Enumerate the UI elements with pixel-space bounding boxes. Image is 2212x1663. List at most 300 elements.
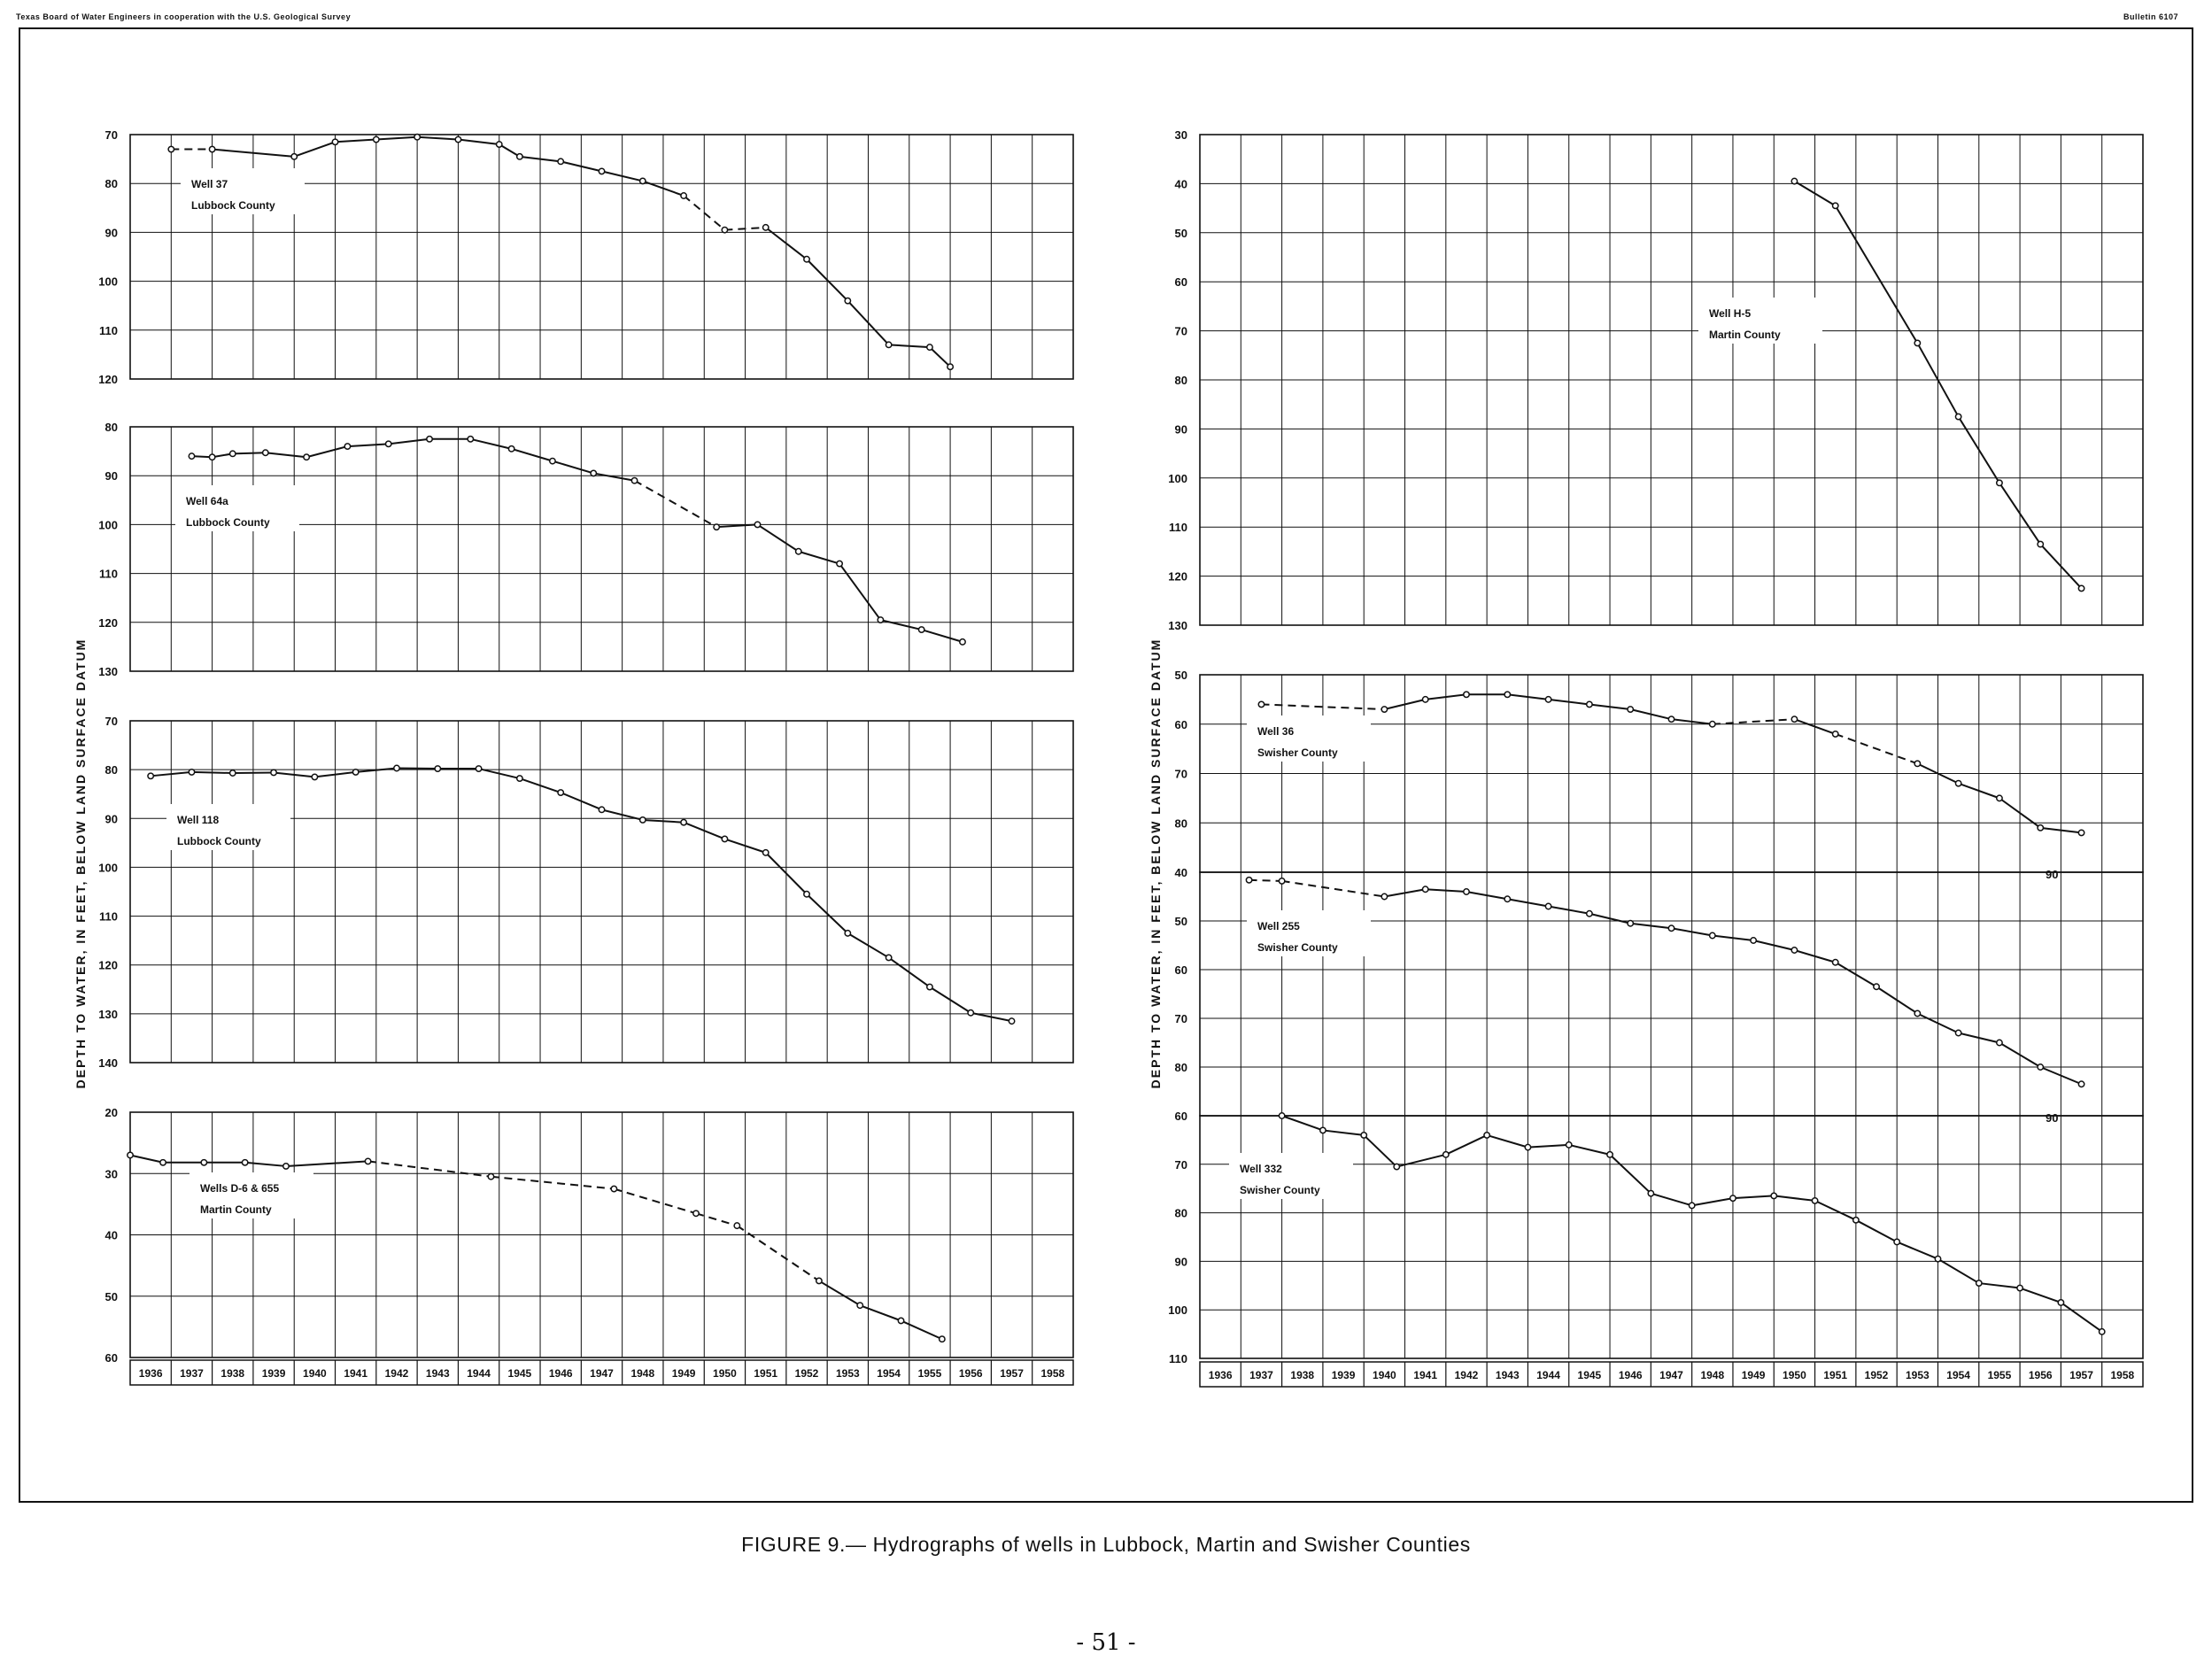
series-segment [1836,205,1918,343]
well-name-label: Well 37 [191,178,228,190]
year-tick-label: 1938 [1290,1369,1315,1381]
year-tick-label: 1948 [1700,1369,1725,1381]
y-tick-label: 90 [104,226,118,240]
y-tick-label: 20 [104,1106,118,1119]
series-segment [757,524,798,551]
data-point [1422,697,1427,702]
y-tick-label: 80 [104,177,118,191]
y-tick-label: 110 [99,909,118,924]
data-point [1791,716,1797,722]
y-tick-label: 100 [1168,471,1187,485]
series-segment-dashed [614,1189,696,1214]
series-segment [245,1163,286,1166]
data-point [352,770,358,775]
series-segment [266,452,306,457]
data-point [927,984,932,989]
data-point [312,774,317,779]
data-point [1381,707,1387,712]
data-point [1935,1256,1940,1261]
series-segment [376,137,417,140]
year-tick-label: 1943 [425,1367,450,1380]
data-point [2017,1285,2023,1290]
y-tick-label: 120 [98,373,118,386]
series-segment [643,820,684,823]
data-point [886,955,891,960]
data-point [1833,203,1838,208]
data-point [640,817,646,823]
y-tick-label: 90 [1174,1255,1187,1269]
panel-5 [1175,669,2143,872]
year-tick-label: 1950 [713,1367,737,1380]
series-segment [2061,1303,2101,1332]
series-segment-dashed [1713,719,1795,724]
series-segment [233,772,274,773]
year-tick-label: 1957 [2069,1369,2093,1381]
data-point [816,1278,822,1283]
data-point [386,441,391,446]
panel-2 [98,715,1073,1070]
year-tick-label: 1936 [138,1367,163,1380]
y-tick-label: 70 [104,128,118,142]
county-label: Martin County [1709,329,1781,341]
data-point [1464,692,1469,697]
year-tick-label: 1942 [1454,1369,1479,1381]
data-point [2099,1329,2104,1334]
data-point [1771,1193,1776,1198]
data-point [886,342,891,347]
y-tick-label: 60 [1174,717,1187,731]
data-point [230,451,236,456]
series-segment-dashed [724,228,765,230]
series-segment [397,768,437,769]
data-point [1381,893,1387,899]
data-point [1587,701,1592,707]
data-point [160,1160,166,1165]
data-point [722,836,727,841]
y-tick-label: 40 [1174,866,1187,879]
y-tick-label: 100 [98,518,118,532]
series-segment [1979,1283,2020,1288]
data-point [599,807,604,812]
series-segment-dashed [1249,880,1282,881]
data-point [1668,925,1674,931]
y-tick-label: 70 [104,715,118,728]
data-point [344,444,350,449]
series-segment [839,564,880,620]
year-tick-label: 1941 [344,1367,368,1380]
data-point [1587,911,1592,917]
data-point [898,1318,903,1323]
year-tick-label: 1937 [180,1367,204,1380]
year-tick-label: 1958 [1040,1367,1065,1380]
data-point [1258,701,1264,707]
data-point [591,470,596,476]
y-tick-label: 100 [98,275,118,289]
year-tick-label: 1941 [1413,1369,1438,1381]
year-tick-label: 1946 [1618,1369,1643,1381]
data-point [681,193,686,198]
y-tick-label: 70 [1174,1157,1187,1172]
panel-frame [1200,872,2143,1116]
y-tick-label: 90 [1174,422,1187,437]
panel-7 [1168,1110,2143,1365]
page-number: - 51 - [1076,1629,1136,1656]
y-axis-label-left: DEPTH TO WATER, IN FEET, BELOW LAND SURFACE DATUM [73,638,88,1089]
data-point [722,227,727,232]
data-point [1607,1152,1613,1157]
series-segment [499,144,520,157]
y-tick-label: 60 [1174,963,1187,977]
series-segment [512,449,553,461]
y-tick-label: 80 [1174,816,1187,831]
data-point [837,561,842,566]
series-segment-dashed [1836,734,1918,763]
year-tick-label: 1949 [671,1367,696,1380]
series-segment [130,1155,163,1162]
y-tick-label: 60 [104,1351,118,1365]
series-segment [286,1161,368,1166]
header-right-text: Bulletin 6107 [2123,12,2178,21]
y-tick-label: 120 [98,615,118,630]
data-point [455,136,460,142]
year-tick-label: 1945 [1577,1369,1602,1381]
data-point [189,453,194,459]
well-name-label: Well 64a [186,495,228,507]
series-segment [880,620,921,630]
data-point [1976,1280,1982,1286]
data-point [2078,1081,2084,1087]
year-tick-label: 1957 [1000,1367,1024,1380]
series-segment [593,473,634,480]
y-tick-label: 50 [1174,226,1187,240]
series-segment [233,452,266,453]
series-segment [191,772,232,773]
series-segment [1651,1194,1691,1206]
county-label: Swisher County [1257,941,1338,954]
data-point [2058,1300,2063,1305]
series-segment [930,347,950,367]
year-tick-label: 1947 [590,1367,614,1380]
series-segment [799,552,839,564]
data-point [1504,692,1510,697]
series-segment [417,137,458,140]
panel-4 [1168,128,2143,632]
panel-frame [130,427,1073,671]
series-segment-dashed [696,1213,737,1226]
series-segment [819,1280,860,1305]
y-tick-label: 90 [104,469,118,483]
series-segment [901,1320,942,1339]
year-tick-label: 1949 [1741,1369,1766,1381]
year-tick-label: 1954 [1946,1369,1970,1381]
series-segment [294,142,335,157]
data-point [1525,1144,1530,1149]
series-segment [2020,1288,2061,1303]
year-tick-label: 1955 [917,1367,942,1380]
data-point [763,225,769,230]
data-point [1812,1198,1817,1203]
data-point [1320,1127,1326,1133]
data-point [263,450,268,455]
series-segment [1282,1116,1323,1130]
data-point [2038,825,2043,831]
data-point [2038,541,2043,546]
data-point [1361,1133,1366,1138]
series-segment [470,439,511,449]
y-tick-label: 30 [1174,128,1187,142]
series-segment [1569,1145,1610,1155]
y-tick-label: 70 [1174,767,1187,781]
data-point [1833,960,1838,965]
y-tick-label: 110 [99,567,118,581]
data-point [1791,178,1797,183]
panel-1 [98,421,1073,678]
data-point [209,146,214,151]
series-segment [1856,1220,1897,1242]
county-label: Lubbock County [186,516,270,529]
data-point [1710,932,1715,938]
data-point [1545,903,1551,909]
data-point [1730,1195,1736,1201]
data-point [1668,716,1674,722]
y-tick-label: 110 [1169,521,1187,535]
data-point [332,139,337,144]
data-point [1914,1010,1920,1016]
data-point [2078,585,2084,591]
well-name-label: Well H-5 [1709,307,1752,320]
data-point [558,159,563,164]
data-point [517,776,522,781]
county-label: Swisher County [1240,1184,1320,1196]
data-point [599,168,604,174]
series-segment [458,140,499,145]
well-name-label: Wells D-6 & 655 [200,1182,280,1195]
data-point [271,770,276,775]
y-tick-label: 100 [98,861,118,875]
series-segment-dashed [737,1226,819,1280]
y-tick-label: 130 [98,665,118,678]
year-tick-label: 1951 [754,1367,778,1380]
data-point [365,1158,370,1164]
data-point [1279,1113,1284,1118]
series-segment [1364,1135,1396,1167]
data-point [1689,1203,1694,1208]
year-tick-label: 1943 [1495,1369,1520,1381]
panel-0 [98,128,1073,386]
data-point [1566,1142,1572,1148]
data-point [734,1223,739,1228]
data-point [1874,984,1879,989]
data-point [304,454,309,460]
data-point [508,446,514,452]
data-point [1914,340,1920,345]
series-segment [347,444,388,446]
data-point [2078,830,2084,835]
data-point [189,770,194,775]
header-left-text: Texas Board of Water Engineers in cooperation with the U.S. Geological Survey [16,12,352,21]
data-point [168,146,174,151]
year-tick-label: 1954 [877,1367,901,1380]
y-tick-label: 80 [1174,1061,1187,1074]
data-point [517,154,522,159]
year-tick-label: 1952 [794,1367,819,1380]
y-tick-label: 70 [1174,1012,1187,1025]
year-tick-label: 1938 [220,1367,245,1380]
well-name-label: Well 118 [177,814,220,826]
data-point [796,549,801,554]
y-tick-label: 130 [1168,619,1187,632]
y-tick-label: 120 [98,958,118,972]
series-segment [1426,889,1466,892]
county-label: Lubbock County [191,199,275,212]
data-point [947,364,953,369]
y-tick-label: 100 [1168,1303,1187,1318]
data-point [1246,878,1251,883]
y-axis-label-right: DEPTH TO WATER, IN FEET, BELOW LAND SURFACE DATUM [1149,638,1163,1089]
data-point [1894,1239,1899,1244]
data-point [1279,878,1284,884]
data-point [927,344,932,350]
data-point [857,1303,862,1308]
data-point [1422,886,1427,892]
year-tick-label: 1937 [1249,1369,1273,1381]
data-point [1009,1018,1014,1024]
y-tick-label: 130 [98,1007,118,1021]
data-point [693,1211,699,1216]
y-tick-label: 80 [1174,374,1187,387]
data-point [918,627,924,632]
data-point [1628,707,1633,712]
y-tick-label: 140 [98,1056,118,1070]
panel-frame [1200,1116,2143,1358]
year-tick-label: 1939 [261,1367,286,1380]
year-tick-label: 1936 [1208,1369,1233,1381]
year-tick-label: 1948 [630,1367,655,1380]
year-tick-label: 1947 [1659,1369,1683,1381]
y-tick-label: 50 [1174,669,1187,682]
y-tick-label: 40 [1174,177,1187,191]
data-point [230,770,236,776]
data-point [631,478,637,483]
county-label: Swisher County [1257,746,1338,759]
data-point [640,178,646,183]
series-segment-dashed [368,1161,491,1176]
data-point [681,819,686,824]
well-name-label: Well 255 [1257,920,1300,932]
y-tick-label: 110 [1169,1352,1187,1365]
data-point [1997,480,2002,485]
data-point [291,154,297,159]
data-point [1394,1164,1399,1169]
data-point [1443,1152,1449,1157]
data-point [1504,896,1510,901]
figure-border [19,28,2193,1502]
data-point [1955,780,1961,785]
data-point [1791,948,1797,953]
series-segment [922,630,963,642]
series-segment [1692,1198,1733,1205]
data-point [209,454,214,460]
panel-6 [1175,866,2143,1116]
data-point [242,1160,247,1165]
series-segment [1937,1259,1978,1283]
year-tick-label: 1951 [1823,1369,1848,1381]
y-tick-label: 50 [104,1289,118,1303]
y-tick-label: 60 [1174,275,1187,290]
year-tick-label: 1945 [507,1367,532,1380]
year-tick-label: 1956 [958,1367,983,1380]
data-point [1751,938,1756,943]
data-point [374,136,379,142]
data-point [845,298,850,303]
series-segment [1487,1135,1528,1148]
data-point [414,135,420,140]
series-segment [1323,1130,1364,1134]
y-tick-label: 80 [104,421,118,434]
data-point [845,931,850,936]
overflow-tick-label: 90 [2046,868,2059,881]
series-segment [336,140,376,143]
data-point [611,1186,616,1191]
series-segment [1815,1201,1856,1220]
data-point [1648,1190,1653,1195]
well-name-label: Well 36 [1257,725,1295,738]
series-segment [1774,1195,1814,1200]
year-tick-label: 1940 [1373,1369,1396,1381]
data-point [1833,731,1838,737]
y-tick-label: 30 [104,1167,118,1181]
data-point [2038,1064,2043,1070]
series-segment [1733,1195,1774,1198]
y-tick-label: 40 [104,1228,118,1242]
data-point [804,892,809,897]
data-point [476,766,481,771]
data-point [804,257,809,262]
data-point [968,1010,973,1016]
y-tick-label: 80 [1174,1206,1187,1220]
data-point [283,1164,289,1169]
series-segment [389,439,429,445]
data-point [1955,1030,1961,1035]
series-segment-dashed [491,1177,614,1189]
series-segment [860,1305,901,1320]
year-tick-label: 1944 [1536,1369,1560,1381]
county-label: Martin County [200,1203,272,1216]
year-tick-label: 1939 [1331,1369,1356,1381]
data-point [128,1152,133,1157]
data-point [1484,1133,1489,1138]
data-point [201,1160,206,1165]
data-point [1997,795,2002,801]
data-point [148,773,153,778]
year-tick-label: 1950 [1783,1369,1806,1381]
data-point [1710,722,1715,727]
data-point [488,1174,493,1180]
panel-3 [105,1106,1073,1365]
y-tick-label: 90 [104,812,118,826]
year-tick-label: 1953 [1905,1369,1930,1381]
data-point [878,617,883,623]
data-point [1628,921,1633,926]
data-point [1464,889,1469,894]
y-tick-label: 120 [1168,569,1187,584]
series-segment-dashed [1282,881,1385,897]
data-point [754,522,760,527]
data-point [960,639,965,645]
series-segment [553,461,593,474]
y-tick-label: 50 [1174,915,1187,928]
series-segment [1528,1145,1568,1148]
